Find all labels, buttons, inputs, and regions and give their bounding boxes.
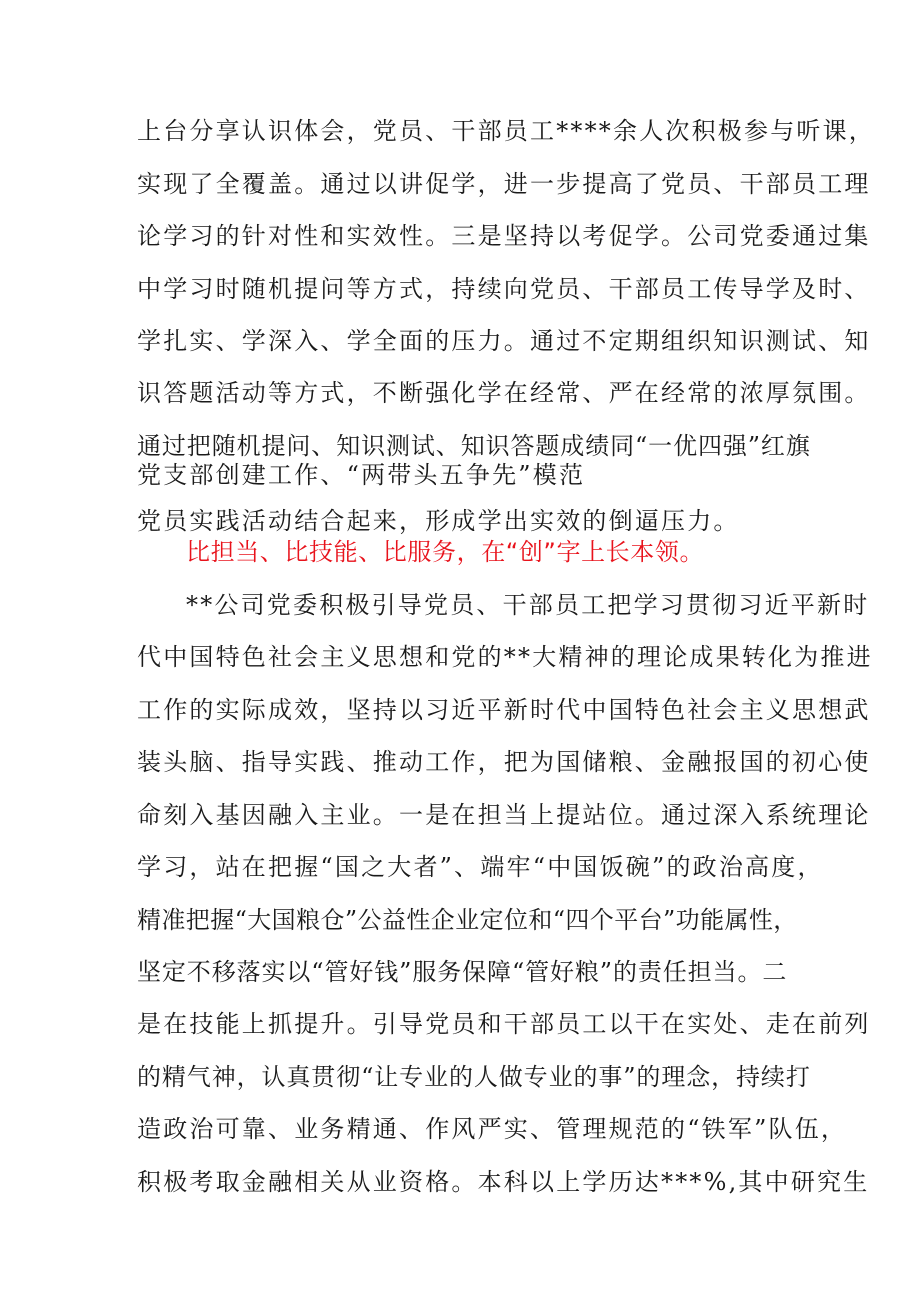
paragraph-line: 装头脑、指导实践、推动工作，把为国储粮、金融报国的初心使 [137,748,871,776]
paragraph-line: 上台分享认识体会，党员、干部员工****余人次积极参与听课， [137,117,875,145]
paragraph-line: 论学习的针对性和实效性。三是坚持以考促学。公司党委通过集 [137,222,871,250]
paragraph-line: 是在技能上抓提升。引导党员和干部员工以干在实处、走在前列 [137,1010,871,1038]
paragraph-line: 精准把握“大国粮仓”公益性企业定位和“四个平台”功能属性， [137,906,798,934]
paragraph-line: 命刻入基因融入主业。一是在担当上提站位。通过深入系统理论 [137,801,871,829]
paragraph-line: 积极考取金融相关从业资格。本科以上学历达***%,其中研究生 [137,1168,870,1196]
paragraph-line: 造政治可靠、业务精通、作风严实、管理规范的“铁军”队伍， [137,1115,848,1143]
paragraph-line: 学扎实、学深入、学全面的压力。通过不定期组织知识测试、知 [137,327,871,355]
paragraph-line: **公司党委积极引导党员、干部员工把学习贯彻习近平新时 [186,591,870,619]
paragraph-line: 通过把随机提问、知识测试、知识答题成绩同“一优四强”红旗 [137,432,811,460]
paragraph-line: 坚定不移落实以“管好钱”服务保障“管好粮”的责任担当。二 [137,958,788,986]
paragraph-line: 中学习时随机提问等方式，持续向党员、干部员工传导学及时、 [137,275,871,303]
paragraph-line: 的精气神，认真贯彻“让专业的人做专业的事”的理念，持续打 [137,1063,811,1091]
paragraph-line: 工作的实际成效，坚持以习近平新时代中国特色社会主义思想武 [137,696,871,724]
paragraph-line: 实现了全覆盖。通过以讲促学，进一步提高了党员、干部员工理 [137,170,871,198]
paragraph-line: 代中国特色社会主义思想和党的**大精神的理论成果转化为推进 [137,643,873,671]
paragraph-line: 学习，站在把握“国之大者”、端牢“中国饭碗”的政治高度， [137,853,824,881]
paragraph-line: 党支部创建工作、“两带头五争先”模范 [137,461,586,489]
paragraph-line: 党员实践活动结合起来，形成学出实效的倒逼压力。 [137,507,740,535]
paragraph-line: 识答题活动等方式，不断强化学在经常、严在经常的浓厚氛围。 [137,379,871,407]
section-heading: 比担当、比技能、比服务，在“创”字上长本领。 [186,538,705,566]
